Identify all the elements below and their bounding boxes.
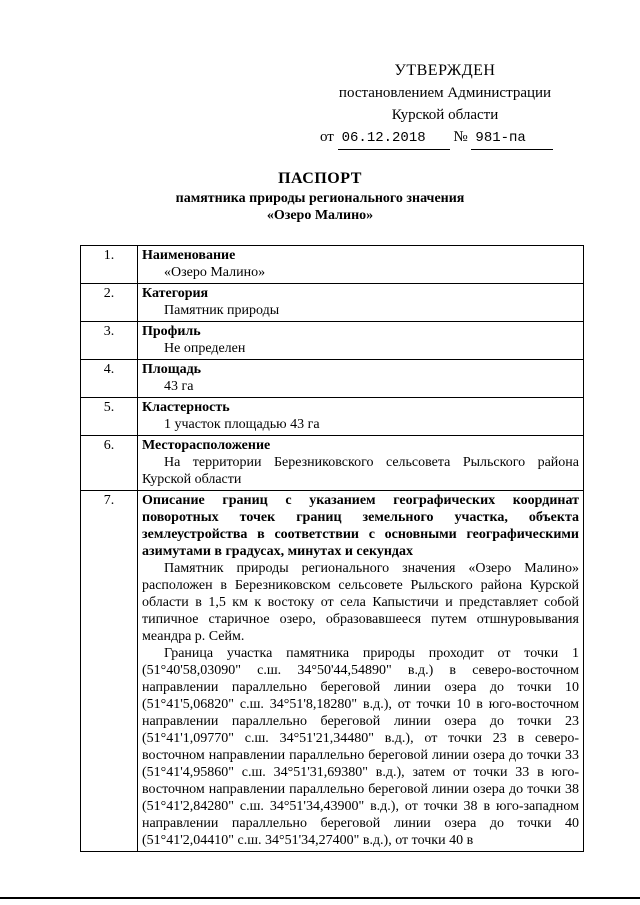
row-number: 5.	[81, 398, 138, 436]
approval-line-3: Курской области	[391, 107, 499, 123]
row-value: Не определен	[164, 341, 246, 356]
row-label: Профиль	[142, 324, 201, 339]
row-label: Площадь	[142, 362, 202, 377]
number-prefix: №	[453, 129, 468, 145]
row-number: 2.	[81, 284, 138, 322]
row-number: 1.	[81, 246, 138, 284]
row-label: Описание границ с указанием географических координат поворотных точек границ земельного участка, объекта землеустройства в соответствии с основными географическими азимутами в градусах, минутах и секундах	[142, 493, 579, 559]
table-row	[81, 360, 584, 398]
passport-table	[80, 245, 584, 852]
row-number: 7.	[81, 491, 138, 852]
date-prefix: от	[320, 129, 334, 145]
row-content	[138, 284, 584, 322]
row-content	[138, 398, 584, 436]
table-row	[81, 284, 584, 322]
monument-name: «Озеро Малино»	[266, 208, 374, 223]
row-value: Памятник природы	[164, 303, 280, 318]
table-row	[81, 322, 584, 360]
document-heading	[0, 168, 640, 224]
document-subtitle: памятника природы регионального значения	[175, 191, 465, 206]
table-row	[81, 491, 584, 852]
row-label: Наименование	[142, 248, 236, 263]
document-title: ПАСПОРТ	[278, 170, 362, 187]
row-label: Категория	[142, 286, 209, 301]
approval-title: УТВЕРЖДЕН	[394, 62, 496, 79]
row-value: «Озеро Малино»	[164, 265, 266, 280]
row-number: 4.	[81, 360, 138, 398]
table-row	[81, 246, 584, 284]
row-content	[138, 491, 584, 852]
description-paragraph-1: Памятник природы регионального значения «Озеро Малино» расположен в Березниковском сельсовете Рыльского района Курской области в 1,5 км к востоку от села Капыстичи и представляет собой типичное старичное озеро, образовавшееся путем отшнуровывания меандра р. Сейм.	[142, 561, 579, 644]
row-content	[138, 436, 584, 491]
row-content	[138, 246, 584, 284]
row-number: 6.	[81, 436, 138, 491]
row-content	[138, 360, 584, 398]
row-value: 1 участок площадью 43 га	[164, 417, 320, 432]
page-footer-line	[0, 897, 640, 899]
row-label: Кластерность	[142, 400, 230, 415]
row-number: 3.	[81, 322, 138, 360]
row-value: 43 га	[164, 379, 194, 394]
approval-line-2: постановлением Администрации	[338, 85, 552, 101]
decree-number: 981-па	[471, 127, 553, 150]
table-row	[81, 398, 584, 436]
row-content	[138, 322, 584, 360]
description-paragraph-2: Граница участка памятника природы проходит от точки 1 (51°40'58,03090" с.ш. 34°50'44,54890" в.д.) в северо-восточном направлении параллельно береговой линии озера до точки 10 (51°41'5,06820" с.ш. 34°51'8,18280" в.д.), от точки 10 в юго-восточном направлении параллельно береговой линии озера до точки 23 (51°41'1,09770" с.ш. 34°51'21,34480" в.д.), от точки 23 в северо-восточном направлении параллельно береговой линии озера до точки 33 (51°41'4,95860" с.ш. 34°51'31,69380" в.д.), затем от точки 33 в юго-восточном направлении параллельно береговой линии озера до точки 38 (51°41'2,84280" с.ш. 34°51'34,43900" в.д.), от точки 38 в юго-западном направлении параллельно береговой линии озера до точки 40 (51°41'2,04410" с.ш. 34°51'34,27400" в.д.), от точки 40 в	[142, 646, 579, 848]
approval-block	[320, 60, 570, 150]
approval-dateline	[320, 126, 570, 150]
decree-date: 06.12.2018	[338, 127, 450, 150]
table-row	[81, 436, 584, 491]
row-value: На территории Березниковского сельсовета Рыльского района Курской области	[142, 455, 579, 487]
row-label: Месторасположение	[142, 438, 271, 453]
